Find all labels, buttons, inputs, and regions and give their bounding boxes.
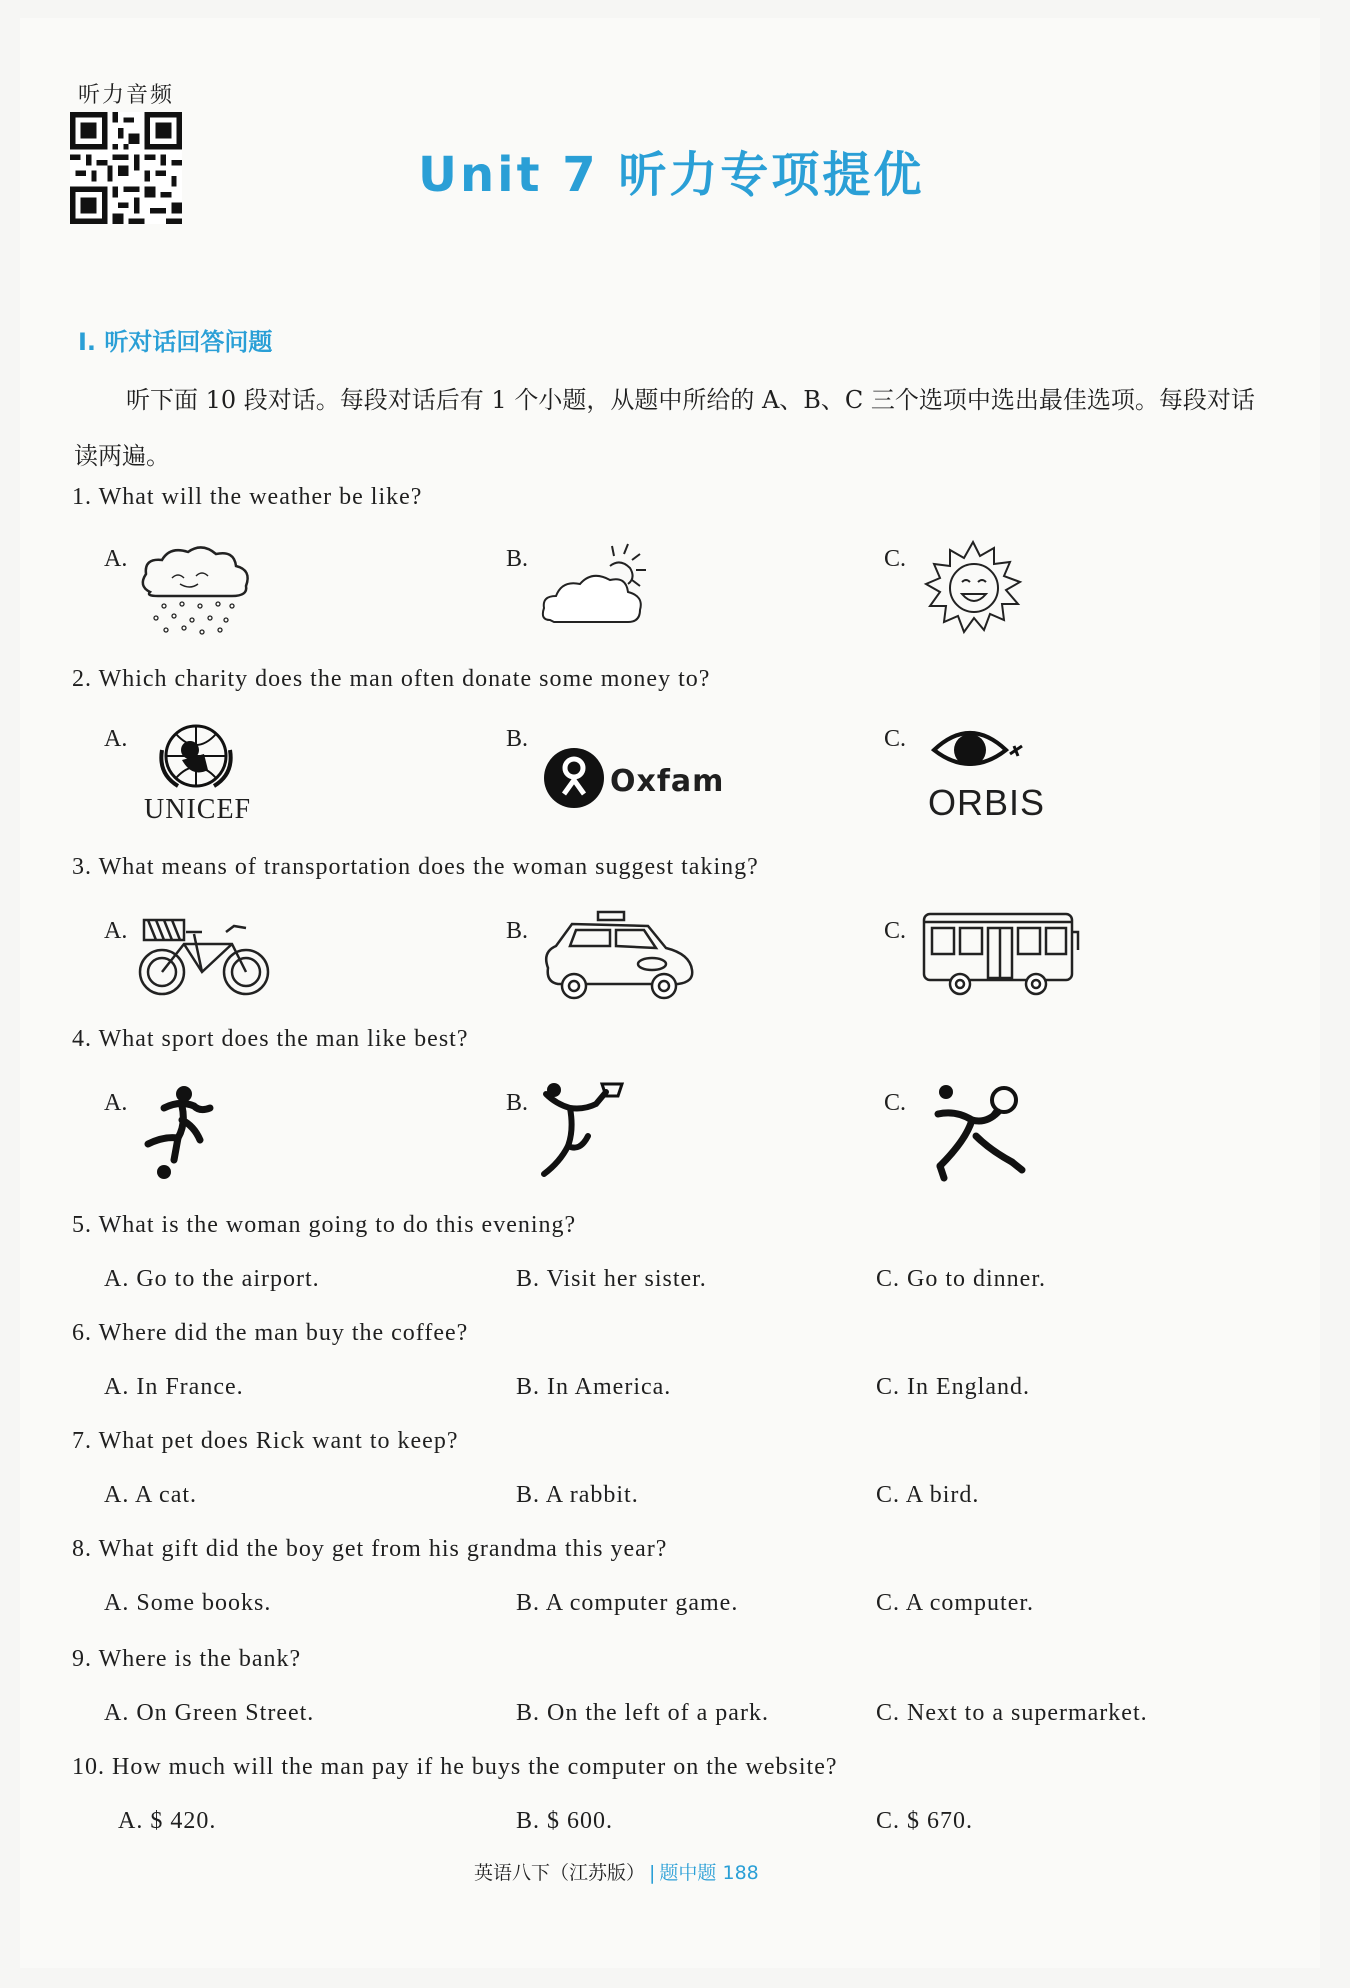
qr-label: 听力音频: [78, 83, 175, 108]
option-8c[interactable]: C. A computer.: [876, 1590, 1035, 1616]
bus-icon[interactable]: [918, 908, 1082, 1000]
option-7b[interactable]: B. A rabbit.: [516, 1482, 639, 1508]
question-6: 6. Where did the man buy the coffee?: [72, 1320, 469, 1346]
taxi-icon[interactable]: [538, 908, 698, 1002]
basketball-icon[interactable]: [530, 1080, 630, 1184]
option-3c-letter[interactable]: C.: [884, 918, 907, 944]
section-heading: Ⅰ. 听对话回答问题: [78, 328, 273, 356]
sun-icon[interactable]: [918, 538, 1028, 638]
question-1: 1. What will the weather be like?: [72, 484, 423, 510]
option-6c[interactable]: C. In England.: [876, 1374, 1030, 1400]
option-4b-letter[interactable]: B.: [506, 1090, 529, 1116]
option-6b[interactable]: B. In America.: [516, 1374, 672, 1400]
orbis-logo-icon[interactable]: [930, 720, 1030, 780]
footer-divider: |: [649, 1862, 656, 1884]
page-number: 188: [722, 1862, 759, 1884]
orbis-logo-text: ORBIS: [928, 782, 1046, 823]
bicycle-icon[interactable]: [136, 910, 272, 1000]
question-7: 7. What pet does Rick want to keep?: [72, 1428, 459, 1454]
option-2a-letter[interactable]: A.: [104, 726, 128, 752]
page-footer: [474, 1858, 759, 1885]
option-5b[interactable]: B. Visit her sister.: [516, 1266, 707, 1292]
oxfam-logo-icon[interactable]: [542, 746, 606, 810]
question-2: 2. Which charity does the man often donate some money to?: [72, 666, 711, 692]
option-6a[interactable]: A. In France.: [104, 1374, 244, 1400]
option-9a[interactable]: A. On Green Street.: [104, 1700, 315, 1726]
option-10a[interactable]: A. $ 420.: [118, 1808, 217, 1834]
option-5c[interactable]: C. Go to dinner.: [876, 1266, 1047, 1292]
page-title: Unit 7 听力专项提优: [418, 147, 925, 203]
football-icon[interactable]: [134, 1084, 230, 1180]
partly-cloudy-icon[interactable]: [540, 540, 656, 630]
option-8a[interactable]: A. Some books.: [104, 1590, 272, 1616]
option-3a-letter[interactable]: A.: [104, 918, 128, 944]
option-7a[interactable]: A. A cat.: [104, 1482, 198, 1508]
qr-code-icon[interactable]: [70, 112, 182, 224]
section-instructions: 听下面 10 段对话。每段对话后有 1 个小题，从题中所给的 A、B、C 三个选项中选出最佳选项。每段对话读两遍。: [74, 386, 1255, 470]
option-10b[interactable]: B. $ 600.: [516, 1808, 614, 1834]
option-10c[interactable]: C. $ 670.: [876, 1808, 974, 1834]
option-2c-letter[interactable]: C.: [884, 726, 907, 752]
option-4a-letter[interactable]: A.: [104, 1090, 128, 1116]
question-10: 10. How much will the man pay if he buys the computer on the website?: [72, 1754, 838, 1780]
question-9: 9. Where is the bank?: [72, 1646, 302, 1672]
option-9c[interactable]: C. Next to a supermarket.: [876, 1700, 1148, 1726]
oxfam-logo-text: Oxfam: [610, 764, 725, 799]
option-4c-letter[interactable]: C.: [884, 1090, 907, 1116]
badminton-icon[interactable]: [926, 1080, 1036, 1184]
unicef-logo-text: UNICEF: [144, 794, 252, 825]
question-8: 8. What gift did the boy get from his grandma this year?: [72, 1536, 668, 1562]
option-3b-letter[interactable]: B.: [506, 918, 529, 944]
option-5a[interactable]: A. Go to the airport.: [104, 1266, 320, 1292]
option-9b[interactable]: B. On the left of a park.: [516, 1700, 769, 1726]
option-7c[interactable]: C. A bird.: [876, 1482, 980, 1508]
option-1b-letter[interactable]: B.: [506, 546, 529, 572]
question-4: 4. What sport does the man like best?: [72, 1026, 469, 1052]
option-1a-letter[interactable]: A.: [104, 546, 128, 572]
option-2b-letter[interactable]: B.: [506, 726, 529, 752]
question-5: 5. What is the woman going to do this evening?: [72, 1212, 577, 1238]
footer-series: 题中题: [659, 1862, 717, 1884]
rain-cloud-icon[interactable]: [136, 540, 256, 636]
footer-book: 英语八下（江苏版）: [474, 1862, 646, 1884]
option-8b[interactable]: B. A computer game.: [516, 1590, 739, 1616]
question-3: 3. What means of transportation does the woman suggest taking?: [72, 854, 759, 880]
option-1c-letter[interactable]: C.: [884, 546, 907, 572]
